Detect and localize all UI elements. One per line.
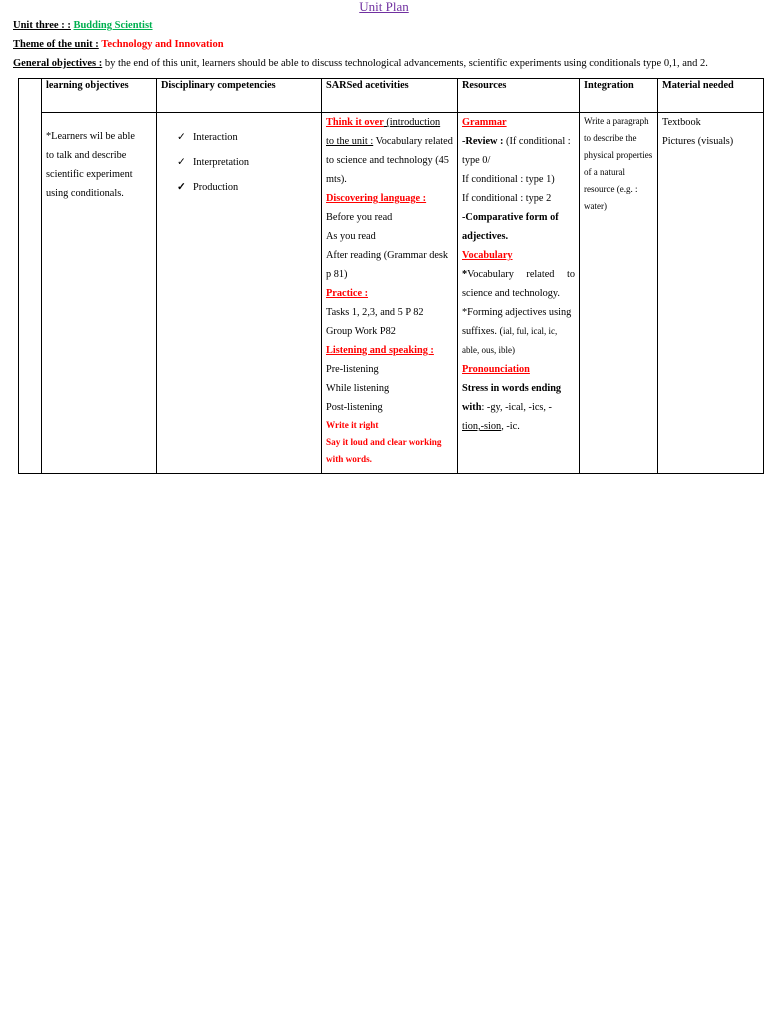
theme-value: Technology and Innovation bbox=[101, 39, 224, 50]
think-it-over-block bbox=[326, 113, 453, 189]
activity-line: Post-listening bbox=[326, 402, 383, 413]
blank-margin-cell bbox=[19, 79, 42, 474]
competency-item: ✓ Interaction bbox=[177, 125, 321, 150]
material-item: Pictures (visuals) bbox=[662, 136, 734, 147]
col-header-learning: learning objectives bbox=[42, 79, 157, 113]
vocab-line: *Vocabulary related to science and technology. bbox=[462, 269, 575, 299]
competency-item: ✓ Interpretation bbox=[177, 150, 321, 175]
learning-line: scientific experiment bbox=[46, 169, 133, 180]
col-header-activities: SARSed acetivities bbox=[322, 79, 458, 113]
activity-line: As you read bbox=[326, 231, 376, 242]
resource-line: If conditional : type 2 bbox=[462, 193, 552, 204]
unit-label: Unit three : : bbox=[13, 20, 71, 31]
learning-cell bbox=[42, 113, 157, 474]
learning-line: *Learners wil be able bbox=[46, 131, 135, 142]
discover-heading: Discovering language : bbox=[326, 193, 427, 204]
table-body-row bbox=[19, 113, 764, 474]
col-header-integration: Integration bbox=[580, 79, 658, 113]
think-intro: (introduction bbox=[383, 117, 441, 128]
check-icon: ✓ bbox=[177, 157, 186, 168]
say-it-loud: Say it loud and clear working with words. bbox=[326, 437, 442, 464]
resource-line: If conditional : type 1) bbox=[462, 174, 555, 185]
theme-line bbox=[13, 39, 224, 50]
unit-name: Budding Scientist bbox=[73, 20, 153, 31]
stress-line: Stress in words ending with: -gy, -ical, -ics, - tion,-sion, -ic. bbox=[462, 383, 562, 432]
integration-cell bbox=[580, 113, 658, 474]
practice-heading: Practice : bbox=[326, 288, 369, 299]
learning-line: using conditionals. bbox=[46, 188, 124, 199]
objectives-text: by the end of this unit, learners should be able to discuss technological advancements, scientific experiments using conditionals type 0,1, and 2. bbox=[102, 58, 708, 69]
objectives-line bbox=[13, 58, 708, 69]
write-it-right: Write it right bbox=[326, 420, 379, 430]
comparative-line: -Comparative form of adjectives. bbox=[462, 212, 559, 242]
competency-item: ✓ Production bbox=[177, 175, 321, 200]
grammar-heading: Grammar bbox=[462, 117, 507, 128]
learning-line: to talk and describe bbox=[46, 150, 127, 161]
competencies-cell bbox=[157, 113, 322, 474]
activity-line: After reading (Grammar desk p 81) bbox=[326, 250, 449, 280]
col-header-resources: Resources bbox=[458, 79, 580, 113]
theme-label: Theme of the unit : bbox=[13, 39, 99, 50]
vocab-heading: Vocabulary bbox=[462, 250, 513, 261]
review-line: -Review : (If conditional : type 0/ bbox=[462, 136, 571, 166]
material-cell bbox=[658, 113, 764, 474]
think-intro-2: to the unit : bbox=[326, 136, 374, 147]
pronunciation-heading: Pronounciation bbox=[462, 364, 530, 375]
check-icon: ✓ bbox=[177, 132, 186, 143]
think-rest: Vocabulary related to science and technology (45 mts). bbox=[326, 136, 453, 185]
material-item: Textbook bbox=[662, 117, 701, 128]
integration-text: Write a paragraph to describe the physical properties of a natural resource (e.g. : water) bbox=[584, 116, 653, 211]
activities-cell bbox=[322, 113, 458, 474]
activity-line: Pre-listening bbox=[326, 364, 379, 375]
col-header-competencies: Disciplinary competencies bbox=[157, 79, 322, 113]
activity-line: Group Work P82 bbox=[326, 326, 396, 337]
listening-heading: Listening and speaking : bbox=[326, 345, 434, 356]
table-header-row bbox=[19, 79, 764, 113]
check-icon: ✓ bbox=[177, 182, 186, 193]
activity-line: Before you read bbox=[326, 212, 393, 223]
forming-line: *Forming adjectives using suffixes. (ial, ful, ical, ic, able, ous, ible) bbox=[462, 307, 572, 355]
objectives-label: General objectives : bbox=[13, 58, 103, 69]
activity-line: Tasks 1, 2,3, and 5 P 82 bbox=[326, 307, 424, 318]
unit-line bbox=[13, 20, 153, 31]
activity-line: While listening bbox=[326, 383, 390, 394]
resources-cell bbox=[458, 113, 580, 474]
page-title: Unit Plan bbox=[359, 0, 409, 14]
think-heading: Think it over bbox=[326, 117, 384, 128]
col-header-material: Material needed bbox=[658, 79, 764, 113]
unit-plan-table bbox=[18, 78, 764, 474]
